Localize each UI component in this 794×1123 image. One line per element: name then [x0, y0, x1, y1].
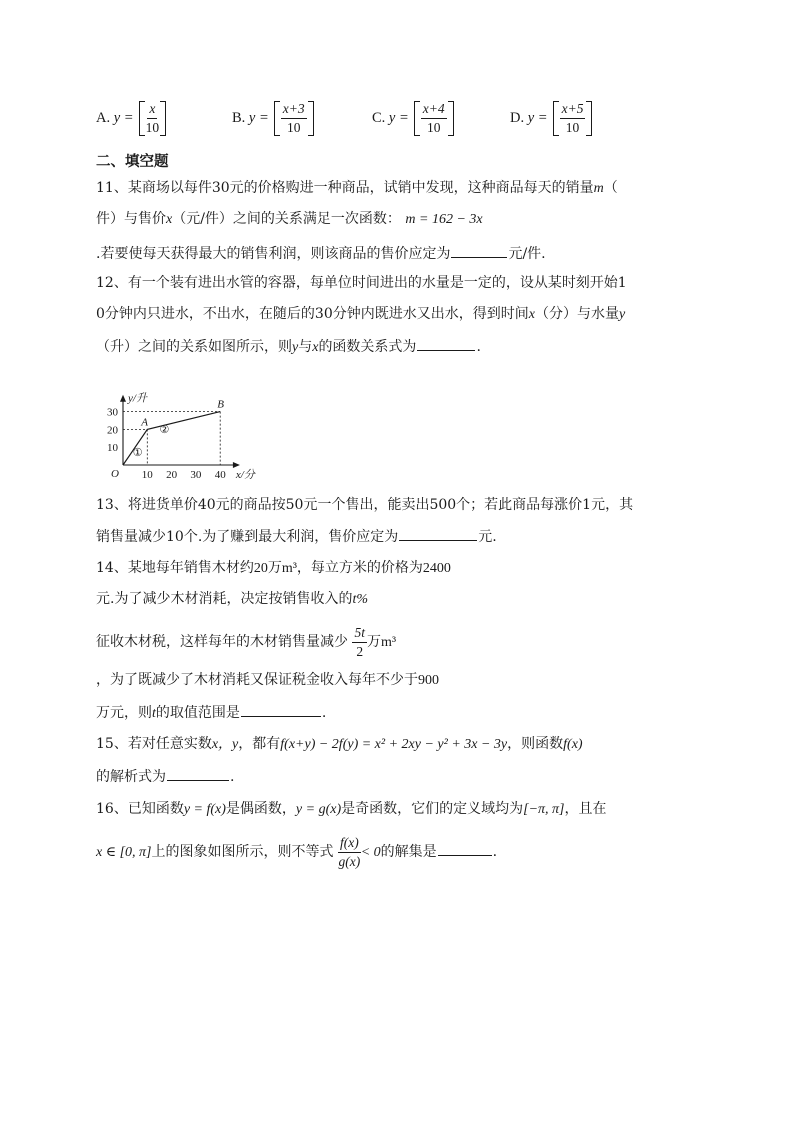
- text: 销售量减少10个.为了赚到最大利润，售价应定为: [96, 529, 399, 545]
- y-tick-label: 30: [107, 406, 118, 419]
- y-axis-arrow: [120, 395, 126, 402]
- y-tick-label: 20: [107, 424, 118, 437]
- text: 征收木材税，这样每年的木材销售量减少: [96, 634, 348, 650]
- text: ，都有: [238, 736, 281, 752]
- var: t%: [352, 592, 369, 607]
- text: 14、某地每年销售木材约: [96, 560, 254, 576]
- x-axis-arrow: [233, 462, 240, 468]
- option-lhs: y =: [248, 109, 269, 126]
- q11-line2: [96, 209, 483, 230]
- var: y: [292, 340, 299, 355]
- option-letter: D.: [510, 109, 525, 126]
- interval: x ∈ [0, π]: [96, 845, 152, 860]
- option-letter: B.: [232, 109, 246, 126]
- segment-label-2: ②: [159, 423, 170, 436]
- text: 件）与售价: [96, 211, 166, 227]
- function: f(x): [563, 737, 583, 752]
- var: x: [528, 307, 535, 322]
- function: y = f(x): [183, 802, 226, 817]
- text: 的解集是: [380, 844, 437, 860]
- q16-line1: [96, 799, 607, 820]
- text: 是奇函数，它们的定义域均为: [341, 801, 524, 817]
- q12-line1: [96, 273, 627, 293]
- answer-blank[interactable]: [438, 841, 492, 856]
- q12-line3: [96, 336, 481, 358]
- text: 上的图象如图所示，则不等式: [151, 844, 334, 860]
- var: x: [312, 340, 319, 355]
- var: m: [593, 181, 604, 196]
- point-label-b: B: [217, 398, 224, 411]
- number: 20: [253, 561, 268, 576]
- option-letter: C.: [372, 109, 386, 126]
- text: .若要使每天获得最大的销售利润，则该商品的售价应定为: [96, 246, 451, 262]
- q13-line2: [96, 526, 497, 547]
- denominator: g(x): [338, 853, 361, 869]
- floor-bracket: [274, 101, 314, 136]
- text: .: [321, 705, 327, 721]
- option-numerator: x+5: [560, 101, 586, 119]
- text: ，为了既减少了木材消耗又保证税金收入每年不少于: [96, 672, 418, 688]
- text: 元.为了减少木材消耗，决定按销售收入的: [96, 591, 353, 607]
- text: .: [492, 844, 498, 860]
- fraction: [352, 625, 367, 660]
- text: ，每立方米的价格为: [296, 560, 423, 576]
- option-letter: A.: [96, 109, 111, 126]
- option-a: [96, 97, 166, 139]
- answer-blank[interactable]: [451, 243, 507, 258]
- x-axis-label: x/分: [235, 469, 255, 481]
- q15-line1: [96, 734, 583, 755]
- text: 15、若对任意实数: [96, 736, 212, 752]
- text: 的取值范围是: [155, 705, 240, 721]
- numerator: 5t: [352, 625, 367, 643]
- option-lhs: y =: [527, 109, 548, 126]
- text: 与: [298, 339, 313, 355]
- q11-line3: [96, 243, 546, 264]
- var: x: [166, 212, 173, 227]
- q13-line1: [96, 495, 633, 515]
- number: 2400: [422, 561, 451, 576]
- y-axis-label: y/升: [128, 392, 147, 405]
- text: 的解析式为: [96, 769, 166, 785]
- denominator: 2: [356, 643, 364, 659]
- unit: m³: [380, 635, 397, 650]
- numerator: f(x): [338, 835, 361, 853]
- var: t: [152, 706, 156, 721]
- option-denominator: 10: [145, 119, 160, 135]
- x-tick-label: 40: [214, 469, 226, 481]
- equation: m = 162 − 3x: [405, 212, 483, 227]
- text: 万元，则: [96, 705, 152, 721]
- option-numerator: x+3: [281, 101, 307, 119]
- q12-line2: [96, 304, 625, 325]
- option-numerator: x: [147, 101, 157, 119]
- option-b: [232, 97, 314, 139]
- text: （元/件）之间的关系满足一次函数：: [172, 211, 401, 227]
- floor-bracket: [139, 101, 167, 136]
- q14-line1: [96, 558, 451, 579]
- text: .: [230, 769, 235, 785]
- text: 12、有一个装有进出水管的容器，每单位时间进出的水量是一定的，设从某时刻开始1: [96, 275, 627, 291]
- q14-line3: [96, 624, 396, 661]
- text: 11、某商场以每件30元的价格购进一种商品，试销中发现，这种商品每天的销量: [96, 180, 594, 196]
- text: 万: [267, 560, 282, 576]
- q14-line5: [96, 702, 326, 724]
- text: （: [603, 180, 618, 196]
- var: y: [618, 307, 626, 322]
- equation: f(x+y) − 2f(y) = x² + 2xy − y² + 3x − 3y: [280, 737, 508, 752]
- answer-blank[interactable]: [399, 526, 477, 541]
- function: y = g(x): [295, 802, 342, 817]
- q14-line4: [96, 670, 439, 691]
- answer-blank[interactable]: [417, 336, 475, 351]
- option-d: [510, 97, 592, 139]
- option-lhs: y =: [388, 109, 409, 126]
- answer-blank[interactable]: [241, 702, 321, 717]
- text: 的函数关系式为: [318, 339, 417, 355]
- text: 万: [366, 634, 381, 650]
- option-denominator: 10: [286, 119, 301, 135]
- text: 16、已知函数: [96, 801, 184, 817]
- text: 元.: [478, 529, 497, 545]
- text: .: [476, 339, 481, 355]
- text: 是偶函数，: [225, 801, 296, 817]
- y-tick-label: 10: [107, 442, 118, 455]
- q11-line1: [96, 178, 618, 199]
- q16-line2: [96, 832, 497, 873]
- fraction: [338, 835, 361, 870]
- point-label-o: O: [111, 468, 119, 480]
- option-c: [372, 97, 454, 139]
- q14-line2: [96, 589, 368, 610]
- text: （升）之间的关系如图所示，则: [96, 339, 292, 355]
- water-volume-chart: [96, 364, 266, 484]
- inequality: < 0: [360, 845, 381, 860]
- text: ，则函数: [507, 736, 564, 752]
- option-lhs: y =: [113, 109, 134, 126]
- number: 900: [418, 673, 439, 688]
- option-denominator: 10: [565, 119, 580, 135]
- text: 元/件.: [508, 246, 546, 262]
- answer-blank[interactable]: [167, 766, 229, 781]
- option-numerator: x+4: [421, 101, 447, 119]
- unit: m³: [281, 561, 297, 576]
- var: x，y: [211, 737, 239, 752]
- x-tick-label: 20: [166, 469, 178, 481]
- text: （分）与水量: [534, 306, 619, 322]
- floor-bracket: [553, 101, 593, 136]
- text: ，且在: [564, 801, 607, 817]
- segment-label-1: ①: [132, 447, 143, 460]
- q15-line2: [96, 766, 234, 787]
- floor-bracket: [414, 101, 454, 136]
- text: 13、将进货单价40元的商品按50元一个售出，能卖出500个；若此商品每涨价1元，其: [96, 497, 634, 513]
- x-tick-label: 30: [190, 469, 202, 481]
- point-label-a: A: [141, 416, 149, 429]
- x-tick-label: 10: [141, 469, 153, 481]
- text: 0分钟内只进水，不出水，在随后的30分钟内既进水又出水，得到时间: [96, 306, 529, 322]
- option-denominator: 10: [426, 119, 441, 135]
- interval: [−π, π]: [523, 802, 565, 817]
- section-title: 二、填空题: [96, 154, 169, 170]
